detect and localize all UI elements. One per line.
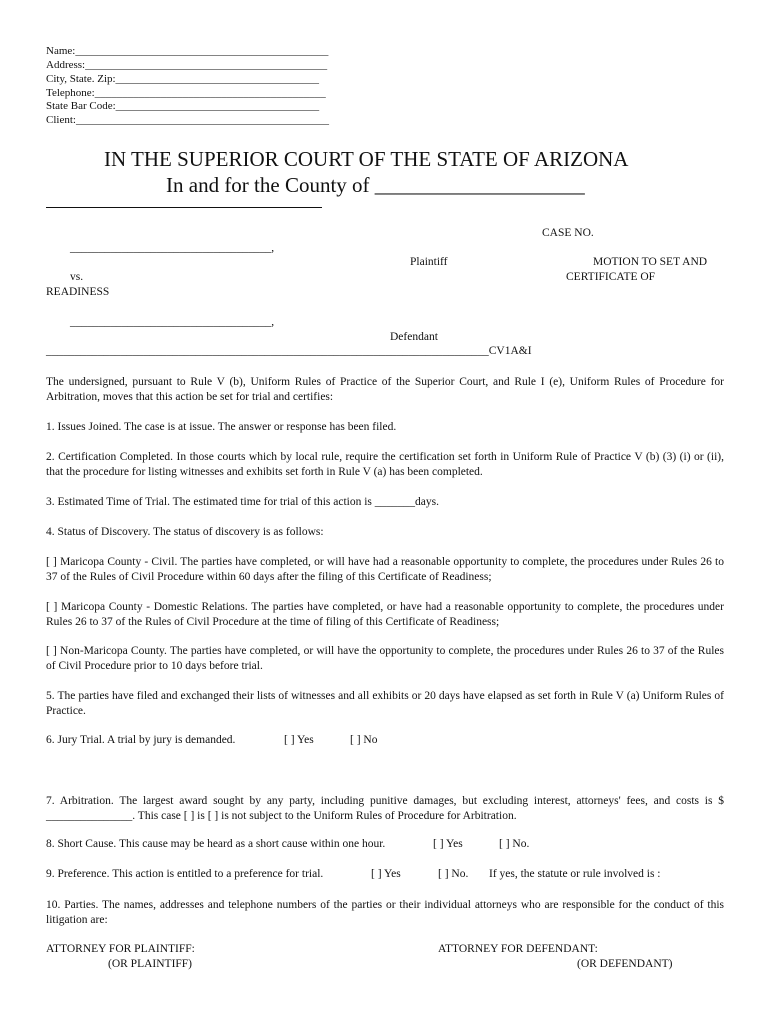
preference-no-checkbox[interactable]: [ ] No. (438, 868, 469, 880)
header-address-field: Address:____________________________________________ (46, 59, 328, 71)
jury-yes-checkbox[interactable]: [ ] Yes (284, 734, 314, 746)
item-discovery-maricopa-civil: [ ] Maricopa County - Civil. The parties have completed, or will have had a reasonable opportunity to complete, the procedures under Rules 26 to 37 of the Rules of Civil Procedure within 60 days after the filing of this Certificate of Readiness; (46, 556, 724, 583)
preference-yes-checkbox[interactable]: [ ] Yes (371, 868, 401, 880)
header-name-field: Name:______________________________________________ (46, 45, 329, 57)
item-issues-joined: 1. Issues Joined. The case is at issue. The answer or response has been filed. (46, 421, 397, 433)
item-certification: 2. Certification Completed. In those courts which by local rule, require the certification set forth in Uniform Rule of Practice V (b) (3) (i) or (ii), that the procedure for listing witnesses and exhibits set forth in Rule V (a) has been completed. (46, 451, 724, 478)
divider-line (46, 207, 322, 208)
defendant-name-blank: ___________________________________, (70, 316, 275, 328)
county-line: In and for the County of ____________________ (166, 173, 585, 197)
item-discovery-maricopa-domestic: [ ] Maricopa County - Domestic Relations. The parties have completed, or have had a reasonable opportunity to complete, the procedures under Rules 26 to 37 of the Rules of Civil Procedure at the time of filing of this Certificate of Readiness; (46, 601, 724, 628)
header-client-field: Client:______________________________________________ (46, 114, 329, 126)
item-estimated-time: 3. Estimated Time of Trial. The estimated time for trial of this action is _______days. (46, 496, 439, 508)
preference-statute-label: If yes, the statute or rule involved is : (489, 868, 661, 880)
item-witness-lists: 5. The parties have filed and exchanged their lists of witnesses and all exhibits or 20 days have elapsed as set forth in Rule V (a) Uniform Rules of Practice. (46, 690, 724, 717)
item-discovery-non-maricopa: [ ] Non-Maricopa County. The parties have completed, or will have the opportunity to complete, the procedures under Rules 26 to 37 of the Rules of Civil Procedure prior to 10 days before trial. (46, 645, 724, 672)
or-defendant-label: (OR DEFENDANT) (577, 958, 673, 970)
plaintiff-label: Plaintiff (410, 256, 448, 268)
defendant-label: Defendant (390, 331, 438, 343)
header-city-field: City, State. Zip:_____________________________________ (46, 73, 320, 85)
case-number-label: CASE NO. (542, 227, 594, 239)
item-parties: 10. Parties. The names, addresses and telephone numbers of the parties or their individual attorneys who are responsible for the conduct of this litigation are: (46, 899, 724, 926)
attorney-for-defendant-label: ATTORNEY FOR DEFENDANT: (438, 943, 598, 955)
item-jury-trial: 6. Jury Trial. A trial by jury is demanded. (46, 734, 236, 746)
court-title: IN THE SUPERIOR COURT OF THE STATE OF ARIZONA (104, 147, 629, 171)
jury-no-checkbox[interactable]: [ ] No (350, 734, 378, 746)
item-arbitration: 7. Arbitration. The largest award sought by any party, including punitive damages, but excluding interest, attorneys' fees, and costs is $ _______________. This case [ ] is [ ] is not subject to the Uniform Rules of Procedure for Arbitration. (46, 795, 724, 822)
item-preference: 9. Preference. This action is entitled to a preference for trial. (46, 868, 324, 880)
short-cause-yes-checkbox[interactable]: [ ] Yes (433, 838, 463, 850)
plaintiff-name-blank: ___________________________________, (70, 242, 275, 254)
header-telephone-field: Telephone:__________________________________________ (46, 87, 326, 99)
versus-label: vs. (70, 271, 84, 283)
or-plaintiff-label: (OR PLAINTIFF) (108, 958, 193, 970)
form-number-line: _____________________________________________________________________________CV1A&I (46, 345, 532, 357)
short-cause-no-checkbox[interactable]: [ ] No. (499, 838, 530, 850)
intro-paragraph: The undersigned, pursuant to Rule V (b), Uniform Rules of Practice of the Superior Court, and Rule I (e), Uniform Rules of Procedure for Arbitration, moves that this action be set for trial and certifies: (46, 376, 724, 403)
attorney-for-plaintiff-label: ATTORNEY FOR PLAINTIFF: (46, 943, 195, 955)
header-bar-code-field: State Bar Code:_____________________________________ (46, 100, 320, 112)
motion-title-line-3: READINESS (46, 286, 110, 298)
item-short-cause: 8. Short Cause. This cause may be heard as a short cause within one hour. (46, 838, 386, 850)
item-discovery-status: 4. Status of Discovery. The status of discovery is as follows: (46, 526, 324, 538)
motion-title-line-2: CERTIFICATE OF (566, 271, 656, 283)
motion-title-line-1: MOTION TO SET AND (593, 256, 708, 268)
